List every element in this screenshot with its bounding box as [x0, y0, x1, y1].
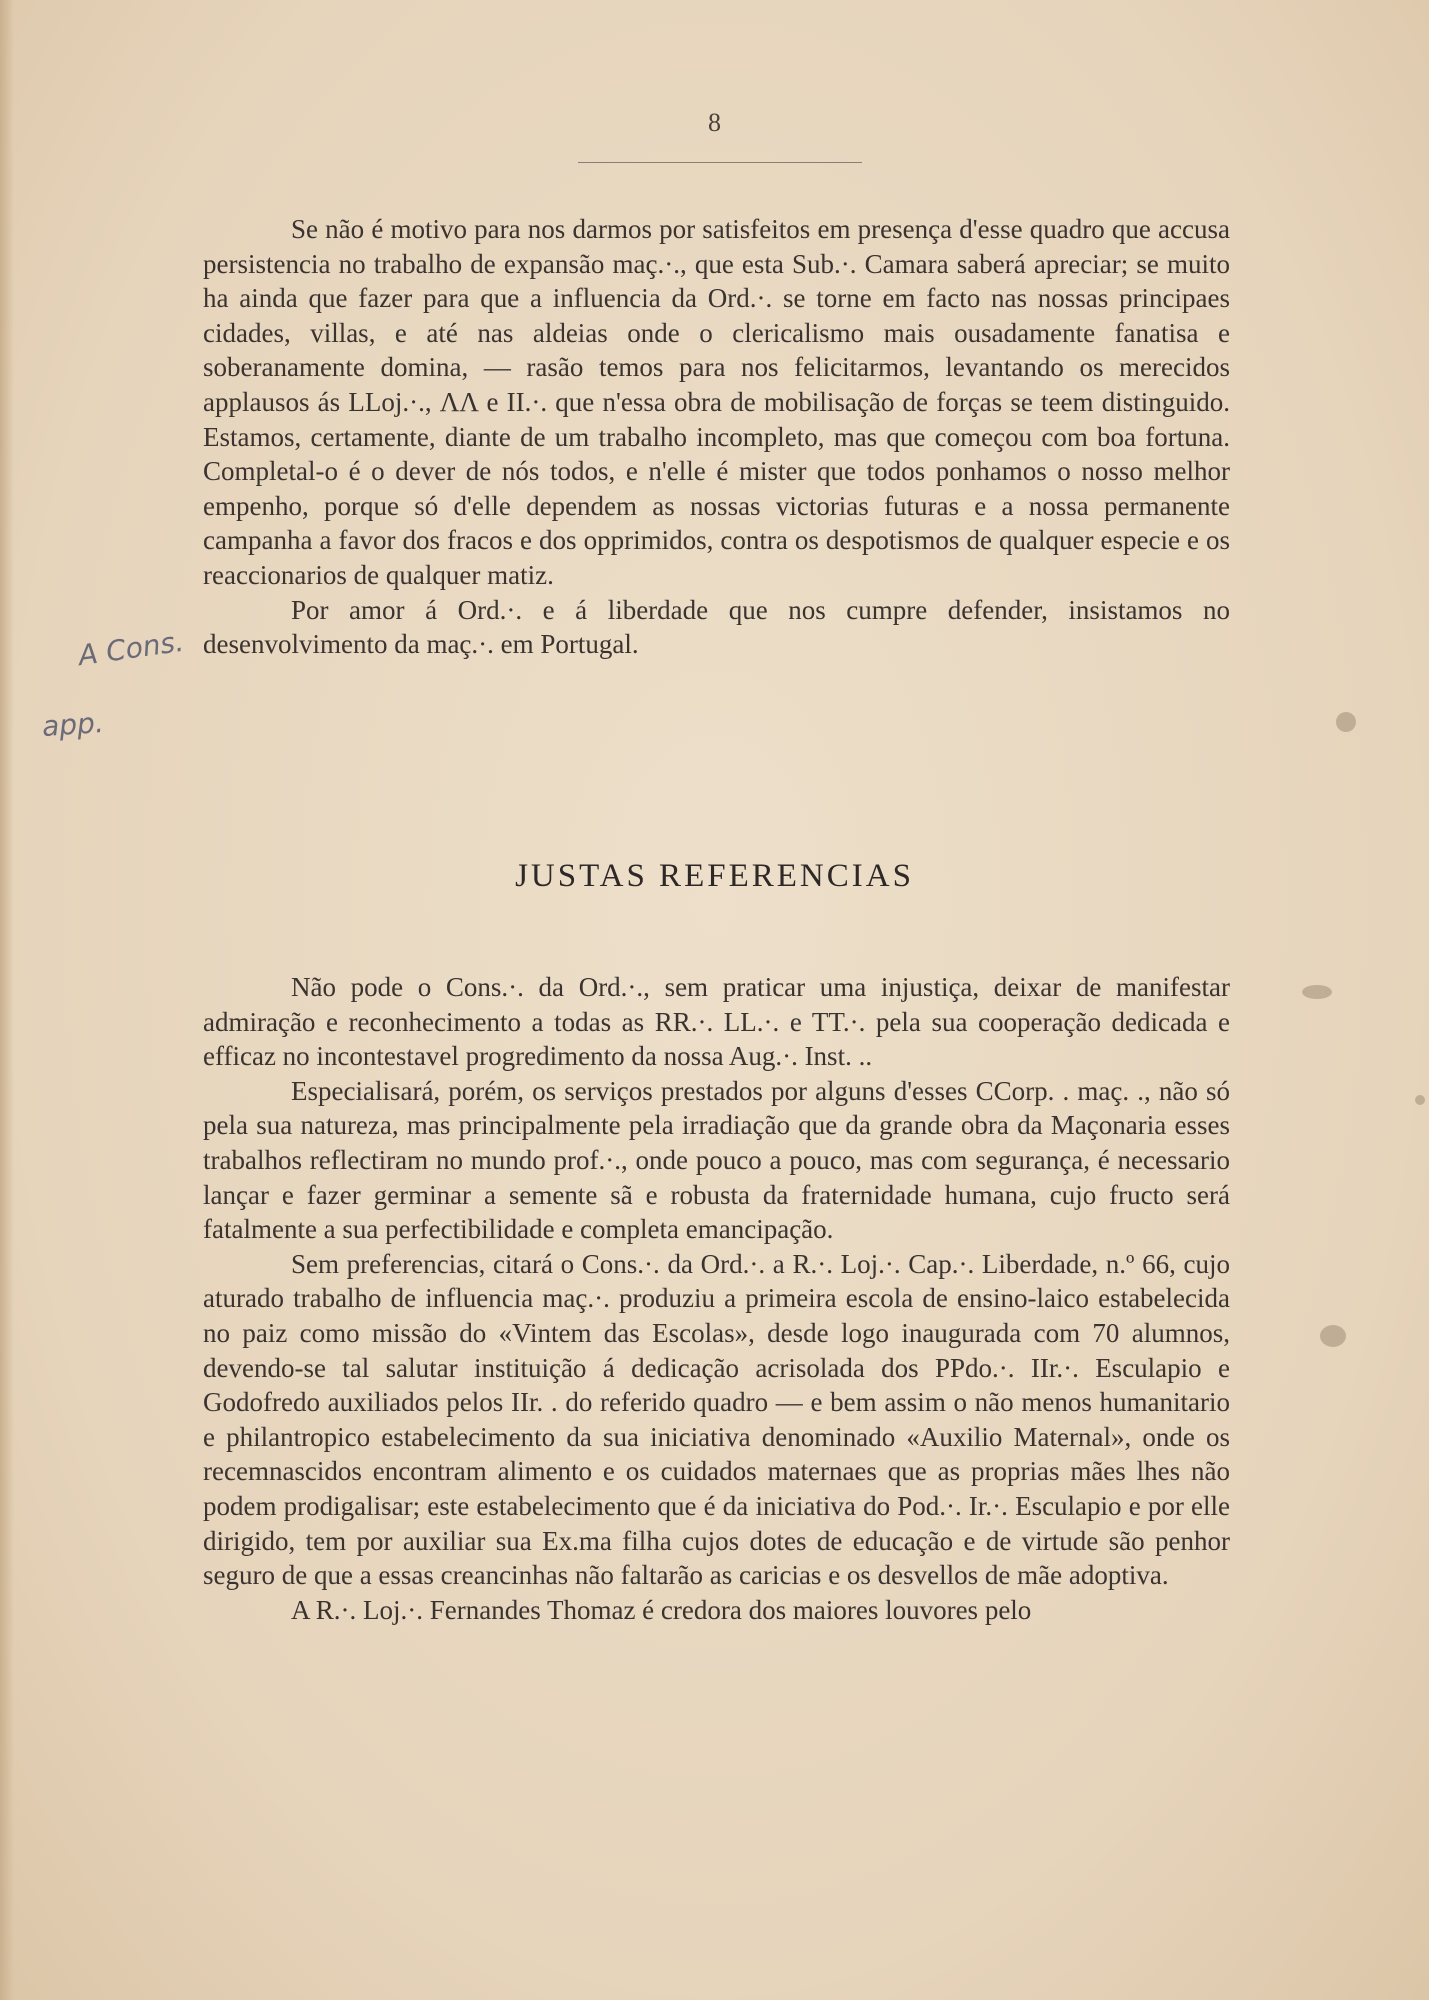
section-paragraph-2: Especialisará, porém, os serviços prestados por alguns d'esses CCorp. . maç. ., não só pela sua natureza, mas principalmente pela irradiação que da grande obra da Maçonaria esses trabalhos reflectiram no mundo prof.·., onde pouco a pouco, mas com segurança, é necessario lançar e fazer germinar a semente sã e robusta da fraternidade humana, cujo fructo será fatalmente a sua perfectibilidade e completa emancipação.: [203, 1075, 1230, 1245]
section-paragraph-4: A R.·. Loj.·. Fernandes Thomaz é credora dos maiores louvores pelo: [291, 1594, 1032, 1625]
margin-note-1: A Cons.: [76, 624, 186, 673]
page-binding-edge: [0, 0, 14, 2000]
paper-stain: [1336, 712, 1356, 732]
intro-paragraph-1: Se não é motivo para nos darmos por satisfeitos em presença d'esse quadro que accusa persistencia no trabalho de expansão maç.·., que esta Sub.·. Camara saberá apreciar; se muito ha ainda que fazer para que a influencia da Ord.·. se torne em facto nas nossas principaes cidades, villas, e até nas aldeias onde o clericalismo mais ousadamente fanatisa e soberanamente domina, — rasão temos para nos felicitarmos, levantando os merecidos applausos ás LLoj.·., ΛΛ e II.·. que n'essa obra de mobilisação de forças se teem distinguido. Estamos, certamente, diante de um trabalho incompleto, mas que começou com boa fortuna. Completal-o é o dever de nós todos, e n'elle é mister que todos ponhamos o nosso melhor empenho, porque só d'elle dependem as nossas victorias futuras e a nossa permanente campanha a favor dos fracos e dos opprimidos, contra os despotismos de qualquer especie e os reaccionarios de qualquer matiz.: [203, 214, 1230, 590]
section-body: [203, 970, 1230, 1627]
paper-stain: [1320, 1325, 1346, 1347]
intro-text: [203, 212, 1230, 662]
paper-stain: [1415, 1095, 1425, 1105]
section-paragraph-1: Não pode o Cons.·. da Ord.·., sem praticar uma injustiça, deixar de manifestar admiração e reconhecimento a todas as RR.·. LL.·. e TT.·. pela sua cooperação dedicada e efficaz no incontestavel progredimento da nossa Aug.·. Inst. ..: [203, 972, 1230, 1072]
section-paragraph-3: Sem preferencias, citará o Cons.·. da Ord.·. a R.·. Loj.·. Cap.·. Liberdade, n.º 66, cujo aturado trabalho de influencia maç.·. produziu a primeira escola de ensino-laico estabelecida no paiz como missão do «Vintem das Escolas», desde logo inaugurada com 70 alumnos, devendo-se tal salutar instituição á dedicação acrisolada dos PPdo.·. IIr.·. Esculapio e Godofredo auxiliados pelos IIr. . do referido quadro — e bem assim o não menos humanitario e philantropico estabelecimento da sua iniciativa denominado «Auxilio Maternal», onde os recemnascidos encontram alimento e os cuidados maternaes que as proprias mães lhes não podem prodigalisar; este estabelecimento que é da iniciativa do Pod.·. Ir.·. Esculapio e por elle dirigido, tem por auxiliar sua Ex.ma filha cujos dotes de educação e de virtude são penhor seguro de que a essas creancinhas não faltarão as caricias e os desvellos de mãe adoptiva.: [203, 1248, 1230, 1591]
intro-paragraph-2: Por amor á Ord.·. e á liberdade que nos cumpre defender, insistamos no desenvolvimento da maç.·. em Portugal.: [203, 594, 1230, 660]
paper-stain: [1302, 985, 1332, 999]
section-title: JUSTAS REFERENCIAS: [515, 858, 914, 894]
header-rule: [578, 162, 862, 163]
page-number: 8: [708, 108, 721, 137]
margin-note-2: app.: [40, 705, 105, 744]
